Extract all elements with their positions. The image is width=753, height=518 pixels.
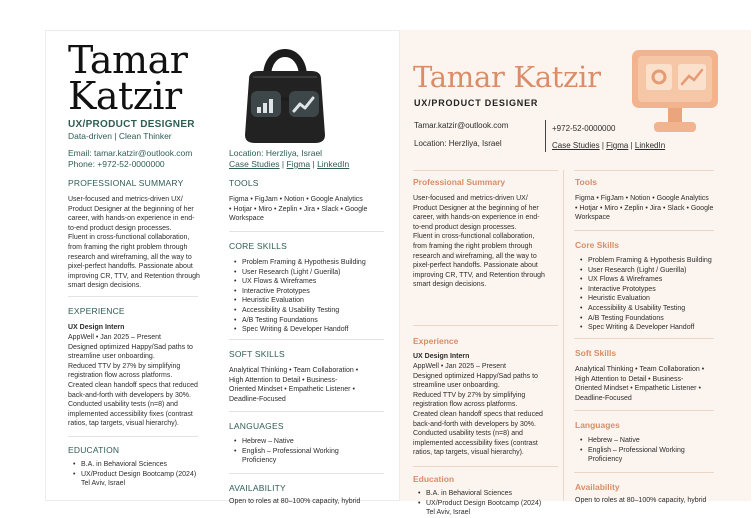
list-item: • B.A. in Behavioral Sciences xyxy=(81,460,231,470)
list-item: • A/B Testing Foundations xyxy=(588,314,753,324)
linkedin-link[interactable]: LinkedIn xyxy=(317,159,350,169)
tools-heading: TOOLS xyxy=(229,178,259,188)
language-proficiency: Proficiency xyxy=(242,457,277,464)
education-heading: EDUCATION xyxy=(68,445,120,455)
list-item: • Accessibility & Usability Testing xyxy=(242,306,402,316)
list-item: • English – Professional Working xyxy=(242,447,392,457)
list-item: • Heuristic Evaluation xyxy=(588,294,753,304)
list-item: • Hebrew – Native xyxy=(242,437,392,447)
divider xyxy=(574,170,714,171)
email-text: Email: tamar.katzir@outlook.com xyxy=(68,148,193,158)
list-item: • A/B Testing Foundations xyxy=(242,316,402,326)
list-item: • Heuristic Evaluation xyxy=(242,296,402,306)
list-item: • Interactive Prototypes xyxy=(242,287,402,297)
experience-title: UX Design Intern xyxy=(68,324,125,331)
core-skills-list xyxy=(578,256,753,333)
availability-heading: Availability xyxy=(575,482,620,492)
divider xyxy=(229,231,384,232)
divider xyxy=(413,170,558,171)
name-first: Tamar xyxy=(68,38,188,82)
phone-text: +972-52-0000000 xyxy=(552,124,616,133)
language-proficiency: Proficiency xyxy=(588,456,623,463)
resume-page-a xyxy=(45,30,400,505)
summary-heading: Professional Summary xyxy=(413,177,506,187)
name-last: Katzir xyxy=(68,74,182,118)
availability-heading: AVAILABILITY xyxy=(229,483,286,493)
divider xyxy=(229,339,384,340)
list-item: • B.A. in Behavioral Sciences xyxy=(426,489,571,499)
languages-heading: Languages xyxy=(575,420,620,430)
list-item: • UX Flows & Wireframes xyxy=(588,275,753,285)
core-skills-heading: CORE SKILLS xyxy=(229,241,287,251)
divider xyxy=(574,338,714,339)
tools-text: Figma • FigJam • Notion • Google Analytics • Hotjar • Miro • Zeplin • Jira • Slack • Google Workspace xyxy=(575,195,714,222)
education-heading: Education xyxy=(413,474,455,484)
languages-list xyxy=(232,437,392,456)
links-row xyxy=(552,141,665,151)
soft-skills-heading: Soft Skills xyxy=(575,348,617,358)
divider xyxy=(574,410,714,411)
monitor-icon xyxy=(628,46,723,138)
core-skills-heading: Core Skills xyxy=(575,240,619,250)
tools-heading: Tools xyxy=(575,177,598,187)
experience-heading: EXPERIENCE xyxy=(68,306,125,316)
list-item: • English – Professional Working xyxy=(588,446,738,456)
location-text: Location: Herzliya, Israel xyxy=(414,139,502,148)
link-separator: | xyxy=(628,141,635,150)
list-item: • Problem Framing & Hypothesis Building xyxy=(242,258,402,268)
list-item: • Hebrew – Native xyxy=(588,436,738,446)
experience-details: AppWell • Jan 2025 – Present Designed optimized Happy/Sad paths to streamline user onboarding. Reduced TTV by 27% by simplifying registration flow across platforms. Created clean handoff specs that reduced back-and-forth with developers by 30%. Conducted usability tests (n=8) and implemented accessibility fixes (contrast ratios, tap targets, visual hierarchy). xyxy=(68,334,198,428)
divider xyxy=(545,120,546,152)
handbag-chart-icon xyxy=(239,37,331,145)
summary-text: User-focused and metrics-driven UX/ Product Designer at the beginning of her career, with hands-on experience in end- to-end product design processes. Fluent in cross-functional collaboration, from framing the right problem through research and wireframing, all the way to pixel-perfect handoffs. Passionate about improving CR, TTV, and Retention through smart design decisions. xyxy=(68,196,200,290)
list-item: • User Research (Light / Guerilla) xyxy=(588,266,753,276)
links-row xyxy=(229,159,349,169)
location-text: Location: Herzliya, Israel xyxy=(229,148,323,158)
divider xyxy=(574,472,714,473)
list-item: • User Research (Light / Guerilla) xyxy=(242,268,402,278)
education-location: Tel Aviv, Israel xyxy=(81,480,126,487)
link-separator: | xyxy=(310,159,318,169)
email-text: Tamar.katzir@outlook.com xyxy=(414,121,509,130)
availability-text: Open to roles at 80–100% capacity, hybrid xyxy=(575,497,707,504)
education-list xyxy=(71,460,231,479)
divider xyxy=(68,436,198,437)
summary-heading: PROFESSIONAL SUMMARY xyxy=(68,178,184,188)
job-title: UX/PRODUCT DESIGNER xyxy=(414,98,539,108)
divider xyxy=(574,230,714,231)
list-item: • UX Flows & Wireframes xyxy=(242,277,402,287)
soft-skills-text: Analytical Thinking • Team Collaboration • High Attention to Detail • Business- Oriented Mindset • Empathetic Listener • Deadline-Focused xyxy=(575,366,705,402)
figma-link[interactable]: Figma xyxy=(606,141,629,150)
core-skills-list xyxy=(232,258,402,335)
soft-skills-heading: SOFT SKILLS xyxy=(229,349,285,359)
tagline: Data-driven | Clean Thinker xyxy=(68,131,172,141)
list-item: • Interactive Prototypes xyxy=(588,285,753,295)
column-divider xyxy=(563,170,564,501)
experience-details: AppWell • Jan 2025 – Present Designed optimized Happy/Sad paths to streamline user onboarding. Reduced TTV by 27% by simplifying registration flow across platforms. Created clean handoff specs that reduced back-and-forth with developers by 30%. Conducted usability tests (n=8) and implemented accessibility fixes (contrast ratios, tap targets, visual hierarchy). xyxy=(413,363,543,457)
languages-heading: LANGUAGES xyxy=(229,421,284,431)
experience-heading: Experience xyxy=(413,336,459,346)
list-item: • UX/Product Design Bootcamp (2024) xyxy=(426,499,571,509)
figma-link[interactable]: Figma xyxy=(286,159,311,169)
job-title: UX/PRODUCT DESIGNER xyxy=(68,119,195,130)
list-item: • UX/Product Design Bootcamp (2024) xyxy=(81,470,231,480)
resume-page-b xyxy=(400,30,751,516)
tools-text: Figma • FigJam • Notion • Google Analytics • Hotjar • Miro • Zeplin • Jira • Slack • Google Workspace xyxy=(229,196,368,223)
soft-skills-text: Analytical Thinking • Team Collaboration • High Attention to Detail • Business- Oriented Mindset • Empathetic Listener • Deadline-Focused xyxy=(229,367,359,403)
case-studies-link[interactable]: Case Studies xyxy=(229,159,280,169)
divider xyxy=(229,411,384,412)
divider xyxy=(68,296,198,297)
list-item: • Spec Writing & Developer Handoff xyxy=(242,325,402,335)
summary-text: User-focused and metrics-driven UX/ Product Designer at the beginning of her career, with hands-on experience in end- to-end product design processes. Fluent in cross-functional collaboration, from framing the right problem through research and wireframing, all the way to pixel-perfect handoffs. Passionate about improving CR, TTV, and Retention through smart design decisions. xyxy=(413,195,545,289)
list-item: • Accessibility & Usability Testing xyxy=(588,304,753,314)
divider xyxy=(229,473,384,474)
availability-text: Open to roles at 80–100% capacity, hybrid xyxy=(229,498,361,505)
education-list xyxy=(416,489,571,508)
name-heading: Tamar Katzir xyxy=(413,60,601,94)
case-studies-link[interactable]: Case Studies xyxy=(552,141,600,150)
link-separator: | xyxy=(279,159,287,169)
experience-title: UX Design Intern xyxy=(413,353,470,360)
divider xyxy=(413,466,558,467)
phone-text: Phone: +972-52-0000000 xyxy=(68,159,165,169)
languages-list xyxy=(578,436,738,455)
divider xyxy=(413,325,558,326)
education-location: Tel Aviv, Israel xyxy=(426,509,471,516)
linkedin-link[interactable]: LinkedIn xyxy=(634,141,666,150)
list-item: • Spec Writing & Developer Handoff xyxy=(588,323,753,333)
link-separator: | xyxy=(599,141,607,150)
list-item: • Problem Framing & Hypothesis Building xyxy=(588,256,753,266)
